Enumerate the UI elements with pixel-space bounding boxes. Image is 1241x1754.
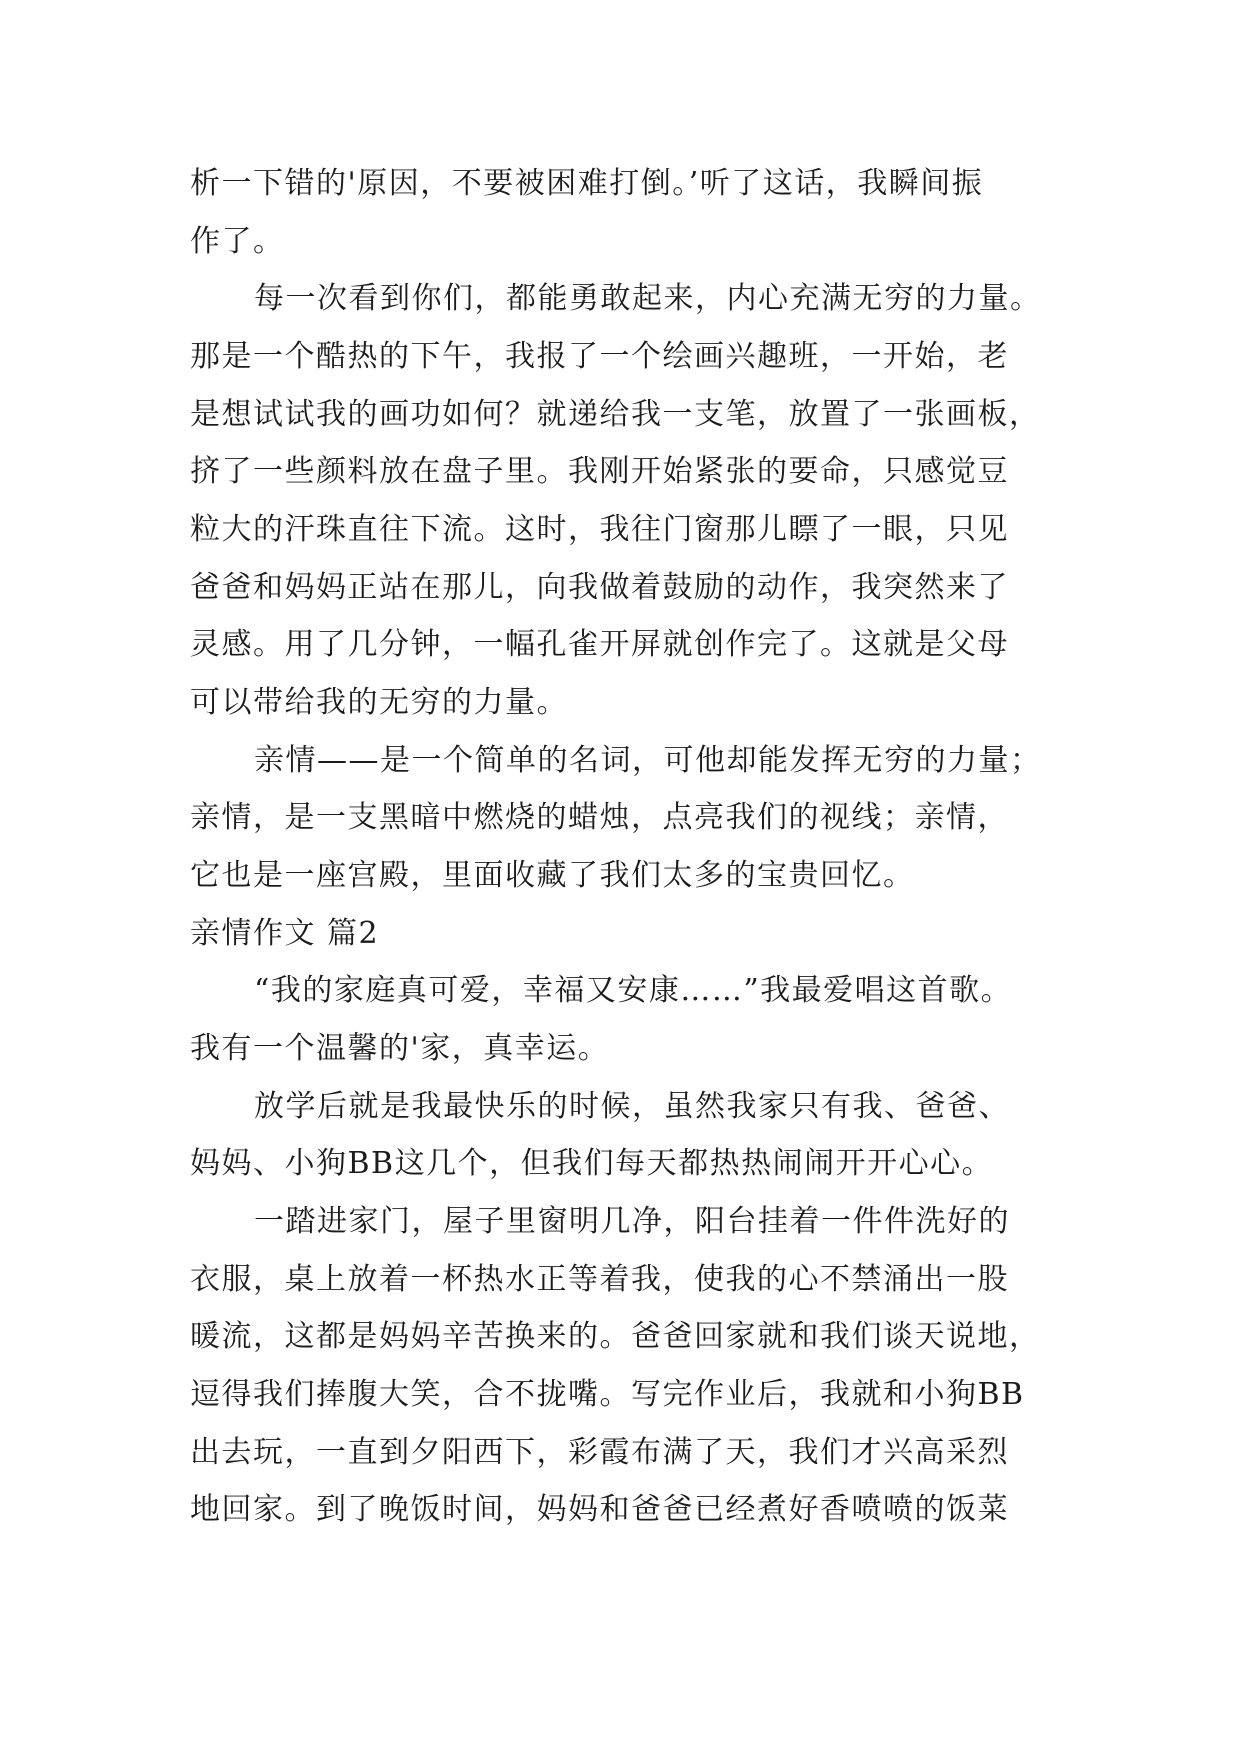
text-line: 可以带给我的无穷的力量。 xyxy=(190,685,568,720)
text-line: 我有一个温馨的'家，真幸运。 xyxy=(190,1031,610,1066)
text-line: 爸爸和妈妈正站在那儿，向我做着鼓励的动作，我突然来了 xyxy=(190,570,1009,605)
text-line: 暖流，这都是妈妈辛苦换来的。爸爸回家就和我们谈天说地， xyxy=(190,1319,1041,1354)
text-line: 亲情，是一支黑暗中燃烧的蜡烛，点亮我们的视线；亲情， xyxy=(190,800,1009,835)
text-line: 析一下错的'原因，不要被困难打倒。’听了这话，我瞬间振 xyxy=(190,166,984,201)
text-line: 挤了一些颜料放在盘子里。我刚开始紧张的要命，只感觉豆 xyxy=(190,454,1009,489)
text-line: 逗得我们捧腹大笑，合不拢嘴。写完作业后，我就和小狗BB xyxy=(190,1377,1025,1412)
text-line: 它也是一座宫殿，里面收藏了我们太多的宝贵回忆。 xyxy=(190,858,915,893)
text-line: 作了。 xyxy=(190,224,285,259)
paragraph-start-line: 一踏进家门，屋子里窗明几净，阳台挂着一件件洗好的 xyxy=(254,1204,1010,1239)
text-line: 那是一个酷热的下午，我报了一个绘画兴趣班，一开始，老 xyxy=(190,339,1009,374)
paragraph-start-line: 放学后就是我最快乐的时候，虽然我家只有我、爸爸、 xyxy=(254,1089,1010,1124)
text-line: 出去玩，一直到夕阳西下，彩霞布满了天，我们才兴高采烈 xyxy=(190,1435,1009,1470)
section-heading: 亲情作文 篇2 xyxy=(190,916,380,951)
text-line: 是想试试我的画功如何？就递给我一支笔，放置了一张画板， xyxy=(190,397,1041,432)
paragraph-start-line: “我的家庭真可爱，幸福又安康……”我最爱唱这首歌。 xyxy=(254,973,1013,1008)
text-line: 地回家。到了晚饭时间，妈妈和爸爸已经煮好香喷喷的饭菜 xyxy=(190,1492,1009,1527)
text-line: 粒大的汗珠直往下流。这时，我往门窗那儿瞟了一眼，只见 xyxy=(190,512,1009,547)
paragraph-start-line: 每一次看到你们，都能勇敢起来，内心充满无穷的力量。 xyxy=(254,281,1042,316)
paragraph-start-line: 亲情——是一个简单的名词，可他却能发挥无穷的力量； xyxy=(254,743,1042,778)
text-line: 衣服，桌上放着一杯热水正等着我，使我的心不禁涌出一股 xyxy=(190,1262,1009,1297)
text-line: 灵感。用了几分钟，一幅孔雀开屏就创作完了。这就是父母 xyxy=(190,627,1009,662)
text-line: 妈妈、小狗BB这几个，但我们每天都热热闹闹开开心心。 xyxy=(190,1146,994,1181)
